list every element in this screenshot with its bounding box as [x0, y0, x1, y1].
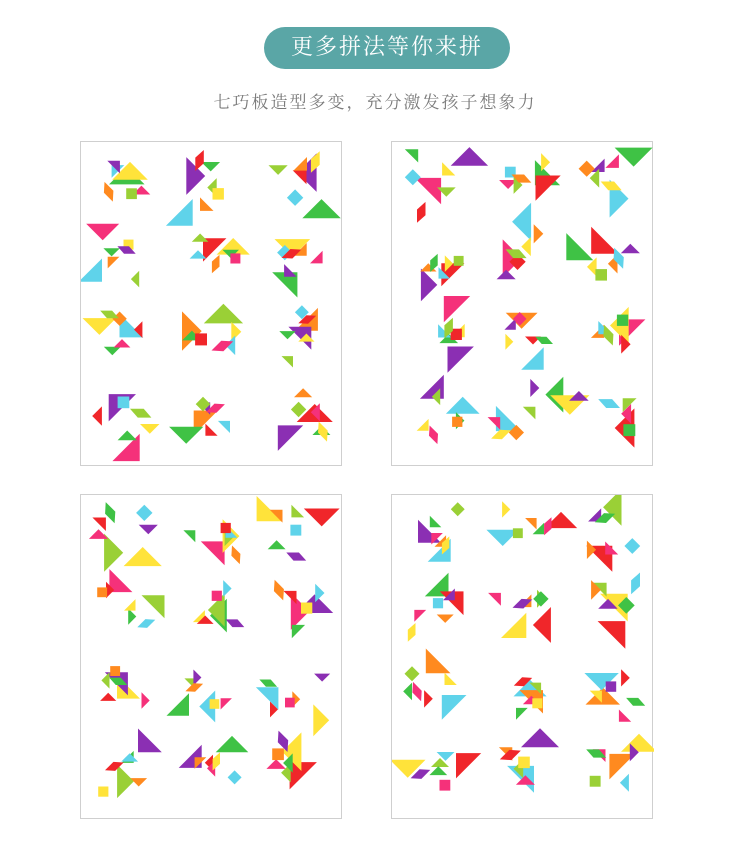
tangram-piece [195, 333, 207, 345]
tangram-figure [274, 580, 333, 638]
tangram-piece [505, 334, 513, 350]
tangram-piece [521, 237, 531, 256]
tangram-piece [454, 256, 464, 266]
tangram-piece [535, 337, 553, 344]
tangram-piece [130, 409, 151, 418]
tangram-piece [518, 757, 530, 769]
tangram-piece [444, 296, 470, 322]
tangram-piece [451, 502, 465, 516]
tangram-piece [286, 553, 306, 561]
tangram-piece [502, 501, 510, 517]
tangram-figure [579, 148, 653, 218]
tangram-piece [266, 759, 286, 769]
tangram-piece [598, 621, 626, 649]
tangram-piece [213, 752, 220, 770]
tangram-piece [412, 682, 421, 701]
tangram-piece [104, 534, 123, 572]
tangram-piece [92, 518, 106, 532]
tangram-figure [182, 304, 243, 355]
tangram-piece [274, 580, 284, 601]
tangram-piece [497, 270, 516, 280]
tangram-piece [291, 505, 304, 518]
tangram-figure [392, 752, 481, 791]
tangram-piece [452, 417, 462, 427]
tangram-piece [541, 153, 550, 171]
tangram-piece [620, 774, 629, 792]
tangram-figure [166, 150, 224, 226]
tangram-figure [591, 307, 646, 354]
tangram-piece [595, 269, 607, 281]
tangram-piece [310, 251, 323, 264]
tangram-figure [269, 151, 341, 218]
tangram-piece [445, 673, 457, 685]
tangram-piece [417, 419, 429, 431]
tangram-piece [590, 776, 601, 787]
section-subtitle: 七巧板造型多变，充分激发孩子想象力 [213, 93, 537, 113]
tangram-piece [282, 356, 294, 367]
tangram-piece [83, 318, 117, 335]
tangram-piece [228, 770, 242, 784]
tangram-piece [440, 780, 451, 791]
tangram-piece [126, 188, 137, 199]
tangram-figure [279, 305, 318, 367]
tangram-piece [617, 315, 628, 326]
tangram-piece [256, 687, 279, 710]
tangram-figure [584, 669, 645, 722]
tangram-piece [598, 399, 620, 408]
tangram-figure [497, 203, 544, 279]
tangram-figure [179, 736, 249, 785]
tangram-figure [81, 224, 139, 288]
tangram-figure [89, 502, 162, 572]
tangram-piece [621, 244, 640, 254]
tangram-piece [429, 426, 438, 445]
shapes-panel-1 [80, 141, 342, 466]
tangram-piece [603, 325, 613, 346]
tangram-figure [193, 580, 244, 632]
tangram-piece [118, 397, 130, 409]
tangram-piece [421, 269, 437, 302]
tangram-piece [230, 253, 240, 263]
tangram-piece [403, 683, 412, 701]
tangram-figure [566, 227, 640, 281]
tangram-piece [500, 750, 521, 760]
tangram-figure [278, 388, 333, 451]
tangram-figures [392, 142, 654, 467]
tangram-piece [545, 377, 563, 413]
tangram-piece [278, 425, 303, 451]
tangram-figures [392, 495, 654, 820]
tangram-piece [212, 255, 220, 273]
tangram-figure [169, 397, 230, 444]
tangram-piece [626, 698, 645, 706]
tangram-piece [100, 311, 119, 319]
tangram-piece [533, 591, 548, 606]
section-title-pill [264, 27, 510, 69]
tangram-piece [81, 259, 102, 282]
tangram-piece [284, 264, 297, 277]
tangram-piece [279, 331, 295, 339]
tangram-piece [544, 517, 551, 535]
tangram-piece [283, 591, 296, 604]
tangram-piece [516, 708, 528, 720]
tangram-piece [318, 422, 328, 442]
tangram-piece [631, 573, 640, 595]
tangram-figure [591, 573, 640, 649]
tangram-figure [92, 394, 159, 461]
tangram-figure [83, 311, 144, 356]
tangram-piece [124, 547, 162, 566]
tangram-piece [521, 347, 544, 370]
tangram-piece [621, 734, 654, 752]
tangram-figures [81, 495, 343, 820]
tangram-piece [513, 528, 523, 538]
tangram-piece [192, 234, 209, 242]
tangram-piece [213, 188, 224, 200]
tangram-piece [532, 698, 542, 708]
tangram-piece [92, 406, 102, 425]
tangram-piece [142, 692, 150, 708]
tangram-piece [110, 666, 120, 676]
tangram-piece [408, 623, 416, 642]
tangram-piece [103, 248, 120, 256]
tangram-piece [302, 199, 341, 218]
tangram-piece [139, 525, 158, 535]
tangram-piece [185, 683, 203, 692]
tangram-piece [456, 753, 481, 778]
tangram-figure [550, 391, 636, 448]
tangram-figure [256, 674, 330, 737]
tangram-piece [615, 148, 653, 167]
tangram-piece [287, 189, 303, 206]
tangram-piece [109, 569, 132, 592]
tangram-piece [137, 619, 155, 628]
tangram-piece [601, 182, 622, 191]
tangram-piece [488, 593, 501, 606]
tangram-piece [418, 520, 441, 543]
tangram-piece [621, 669, 630, 686]
tangram-piece [100, 693, 116, 701]
tangram-figure [190, 234, 250, 274]
tangram-figure [167, 670, 232, 723]
tangram-piece [101, 672, 109, 688]
tangram-figure [183, 519, 240, 565]
tangram-piece [530, 379, 539, 397]
tangram-piece [623, 424, 635, 436]
tangram-piece [290, 762, 317, 789]
tangram-piece [315, 584, 324, 603]
tangram-piece [534, 224, 544, 243]
tangram-piece [523, 407, 536, 420]
tangram-piece [195, 150, 204, 171]
tangram-piece [98, 787, 108, 797]
tangram-figure [408, 573, 464, 642]
tangram-piece [405, 169, 421, 185]
tangram-piece [205, 424, 217, 436]
tangram-piece [587, 541, 596, 559]
tangram-piece [313, 704, 329, 736]
tangram-piece [293, 170, 307, 184]
tangram-figure [499, 153, 561, 201]
tangram-piece [301, 603, 312, 614]
tangram-piece [269, 165, 288, 175]
tangram-piece [114, 339, 131, 347]
tangram-piece [221, 698, 232, 709]
tangram-piece [446, 397, 480, 414]
tangram-figure [272, 239, 322, 297]
tangram-figure [586, 734, 654, 792]
tangram-piece [128, 608, 136, 624]
tangram-figure [504, 312, 553, 370]
tangram-piece [491, 430, 511, 440]
tangram-figure [514, 677, 547, 719]
tangram-piece [142, 595, 165, 618]
tangram-piece [212, 591, 222, 601]
tangram-piece [285, 698, 295, 708]
tangram-piece [204, 304, 243, 324]
tangram-piece [314, 674, 330, 682]
tangram-piece [259, 680, 277, 687]
shapes-panel-2 [391, 141, 653, 466]
tangram-piece [437, 615, 454, 623]
tangram-piece [451, 147, 488, 166]
tangram-figure [420, 254, 464, 301]
tangram-piece [579, 161, 595, 177]
tangram-piece [433, 598, 443, 608]
shapes-panel-3 [80, 494, 342, 819]
tangram-piece [97, 587, 107, 597]
tangram-piece [105, 502, 115, 523]
tangram-piece [566, 233, 593, 260]
tangram-piece [624, 538, 640, 554]
tangram-figure [438, 296, 474, 373]
tangram-piece [619, 710, 631, 722]
tangram-piece [405, 666, 420, 681]
tangram-piece [140, 424, 160, 434]
tangram-piece [292, 625, 305, 638]
tangram-piece [89, 529, 108, 539]
tangram-piece [201, 162, 220, 171]
tangram-piece [169, 427, 203, 444]
tangram-figures [81, 142, 343, 467]
tangram-piece [293, 157, 307, 171]
tangram-piece [525, 518, 537, 530]
tangram-figure [586, 495, 640, 572]
tangram-piece [221, 523, 231, 533]
tangram-piece [272, 748, 284, 760]
tangram-piece [414, 610, 426, 622]
tangram-figure [104, 161, 150, 202]
tangram-piece [131, 271, 139, 288]
tangram-figure [97, 569, 164, 628]
tangram-piece [488, 417, 501, 430]
tangram-figure [257, 496, 340, 561]
tangram-piece [268, 540, 286, 549]
tangram-piece [201, 541, 225, 565]
tangram-piece [420, 375, 444, 399]
tangram-piece [533, 607, 551, 643]
tangram-piece [121, 753, 138, 761]
tangram-piece [166, 199, 193, 226]
tangram-piece [512, 203, 531, 241]
tangram-piece [536, 176, 561, 201]
tangram-figure [488, 377, 564, 440]
tangram-piece [424, 690, 433, 708]
tangram-piece [104, 182, 114, 202]
section-title: 更多拼法等你来拼 [290, 35, 483, 60]
tangram-piece [606, 681, 617, 691]
tangram-piece [193, 670, 201, 686]
tangram-piece [216, 736, 249, 752]
tangram-piece [429, 766, 447, 775]
tangram-piece [430, 516, 442, 528]
tangram-piece [501, 613, 526, 638]
tangram-piece [231, 546, 240, 565]
tangram-piece [448, 347, 474, 373]
tangram-figure [418, 502, 465, 562]
tangram-figure [499, 728, 559, 793]
tangram-piece [405, 149, 418, 162]
tangram-piece [167, 693, 190, 716]
tangram-piece [290, 525, 301, 536]
tangram-piece [218, 421, 230, 433]
tangram-piece [200, 197, 214, 211]
shapes-panel-4 [391, 494, 653, 819]
tangram-piece [117, 765, 134, 799]
tangram-piece [118, 431, 137, 441]
tangram-figure [417, 375, 480, 444]
tangram-piece [138, 729, 162, 753]
tangram-piece [442, 695, 467, 720]
tangram-figure [100, 666, 150, 709]
tangram-piece [108, 257, 120, 269]
tangram-piece [587, 257, 597, 276]
tangram-figure [488, 590, 551, 643]
tangram-piece [104, 347, 121, 356]
tangram-piece [426, 649, 451, 674]
tangram-piece [226, 619, 245, 627]
tangram-piece [605, 154, 619, 168]
tangram-piece [294, 388, 312, 397]
tangram-piece [415, 178, 441, 204]
tangram-figure [98, 729, 162, 799]
tangram-piece [136, 505, 152, 521]
tangram-piece [223, 580, 231, 597]
tangram-figure [403, 649, 466, 720]
tangram-piece [124, 599, 136, 611]
tangram-piece [417, 202, 426, 223]
tangram-piece [304, 509, 340, 527]
tangram-figure [405, 147, 488, 223]
tangram-piece [86, 224, 119, 241]
tangram-figure [266, 731, 317, 790]
tangram-piece [183, 530, 195, 542]
tangram-piece [521, 728, 559, 747]
tangram-piece [210, 699, 220, 709]
tangram-figure [486, 501, 577, 546]
